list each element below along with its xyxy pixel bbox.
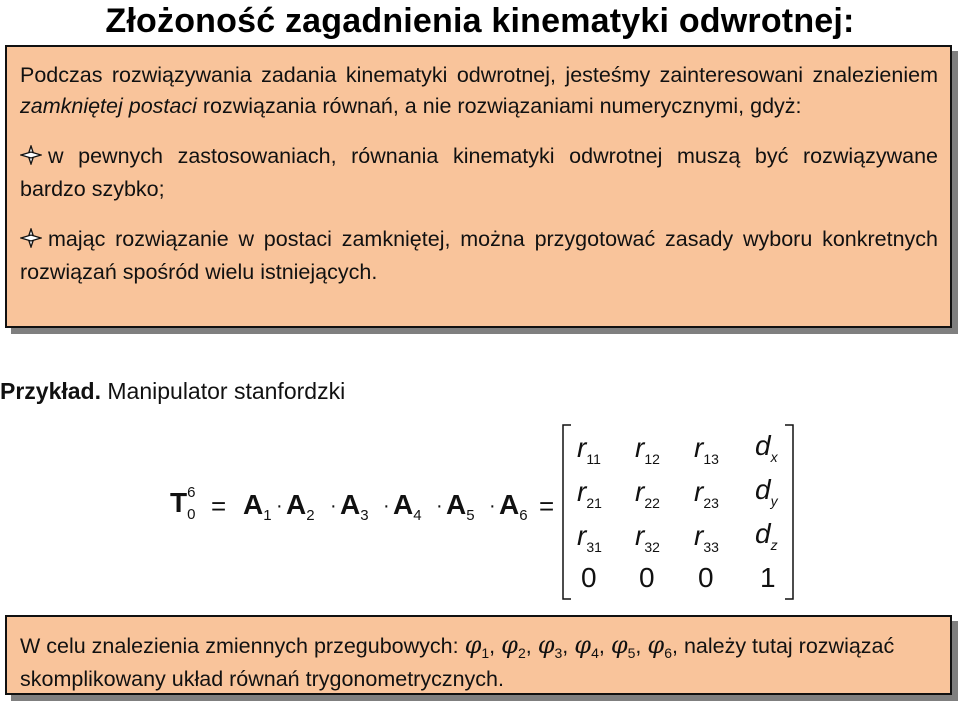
factor-a4: A4 (393, 489, 422, 524)
factor-a6: A6 (499, 489, 528, 524)
bullet-item-1 (20, 141, 938, 205)
matrix-cell: $r_{31}$ (577, 520, 602, 555)
matrix-cell: $r_{23}$ (694, 476, 719, 511)
lhs-subscript: 0 (187, 506, 196, 523)
dot-operator: · (383, 495, 390, 517)
footer-text-2: należy tutaj rozwiązać skomplikowany układ równań trygonometrycznych. (20, 634, 895, 691)
factor-a5: A5 (446, 489, 475, 524)
factor-a3: A3 (340, 489, 369, 524)
lhs-symbol: T (170, 487, 188, 518)
matrix-cell: $r_{32}$ (635, 520, 660, 555)
example-label: Przykład. (0, 378, 101, 404)
footer-box (5, 615, 952, 695)
factor-a2: A2 (286, 489, 315, 524)
matrix-cell: $r_{12}$ (635, 432, 660, 467)
lhs-superscript: 6 (187, 484, 196, 501)
intro-paragraph (20, 60, 938, 122)
bullet-text-1: w pewnych zastosowaniach, równania kinematyki odwrotnej muszą być rozwiązywane bardzo szybko; (20, 144, 938, 201)
dot-operator: · (436, 495, 443, 517)
matrix-cell: $r_{22}$ (635, 476, 660, 511)
example-text: Manipulator stanfordzki (101, 378, 346, 404)
example-heading (0, 378, 345, 405)
diamond-bullet-icon (20, 143, 44, 174)
matrix-cell: $r_{11}$ (577, 432, 601, 467)
matrix-cell: $d_z$ (755, 518, 778, 553)
intro-emphasis: zamkniętej postaci (20, 94, 197, 118)
intro-box (5, 45, 952, 328)
equals-sign: = (539, 491, 555, 521)
matrix-cell: $r_{13}$ (694, 432, 719, 467)
footer-text-1: W celu znalezienia zmiennych przegubowych: (20, 634, 465, 658)
footer-paragraph: W celu znalezienia zmiennych przegubowych: $\varphi_1$, $\varphi_2$, $\varphi_3$, $\varphi_4$, $\varphi_5$, $\varphi_6$, należy tutaj rozwiązać skomplikowany układ równań trygonometrycznych. (20, 631, 895, 691)
intro-text-2: rozwiązania równań, a nie rozwiązaniami numerycznymi, gdyż: (196, 94, 802, 118)
dot-operator: · (489, 495, 496, 517)
intro-text-1: Podczas rozwiązywania zadania kinematyki odwrotnej, jesteśmy zainteresowani znalezieniem (20, 63, 938, 87)
slide-title: Złożoność zagadnienia kinematyki odwrotnej: (105, 2, 855, 40)
matrix-cell: 0 (581, 562, 597, 593)
matrix-cell: $d_x$ (755, 430, 778, 465)
equation-lhs (170, 484, 201, 523)
matrix-cell: 0 (698, 562, 714, 593)
matrix-cell: 0 (639, 562, 655, 593)
bullet-item-2 (20, 224, 938, 288)
bullet-text-2: mając rozwiązanie w postaci zamkniętej, można przygotować zasady wyboru konkretnych rozwiązań spośród wielu istniejących. (20, 227, 938, 284)
matrix-cell: $d_y$ (755, 474, 778, 509)
dot-operator: · (330, 495, 337, 517)
factor-a1: A1 (243, 489, 272, 524)
diamond-bullet-icon (20, 226, 44, 257)
equals-sign: = (211, 491, 227, 521)
dot-operator: · (276, 495, 283, 517)
matrix-cell: $r_{33}$ (694, 520, 719, 555)
matrix-cell: $r_{21}$ (577, 476, 602, 511)
matrix-cell: 1 (760, 562, 776, 593)
